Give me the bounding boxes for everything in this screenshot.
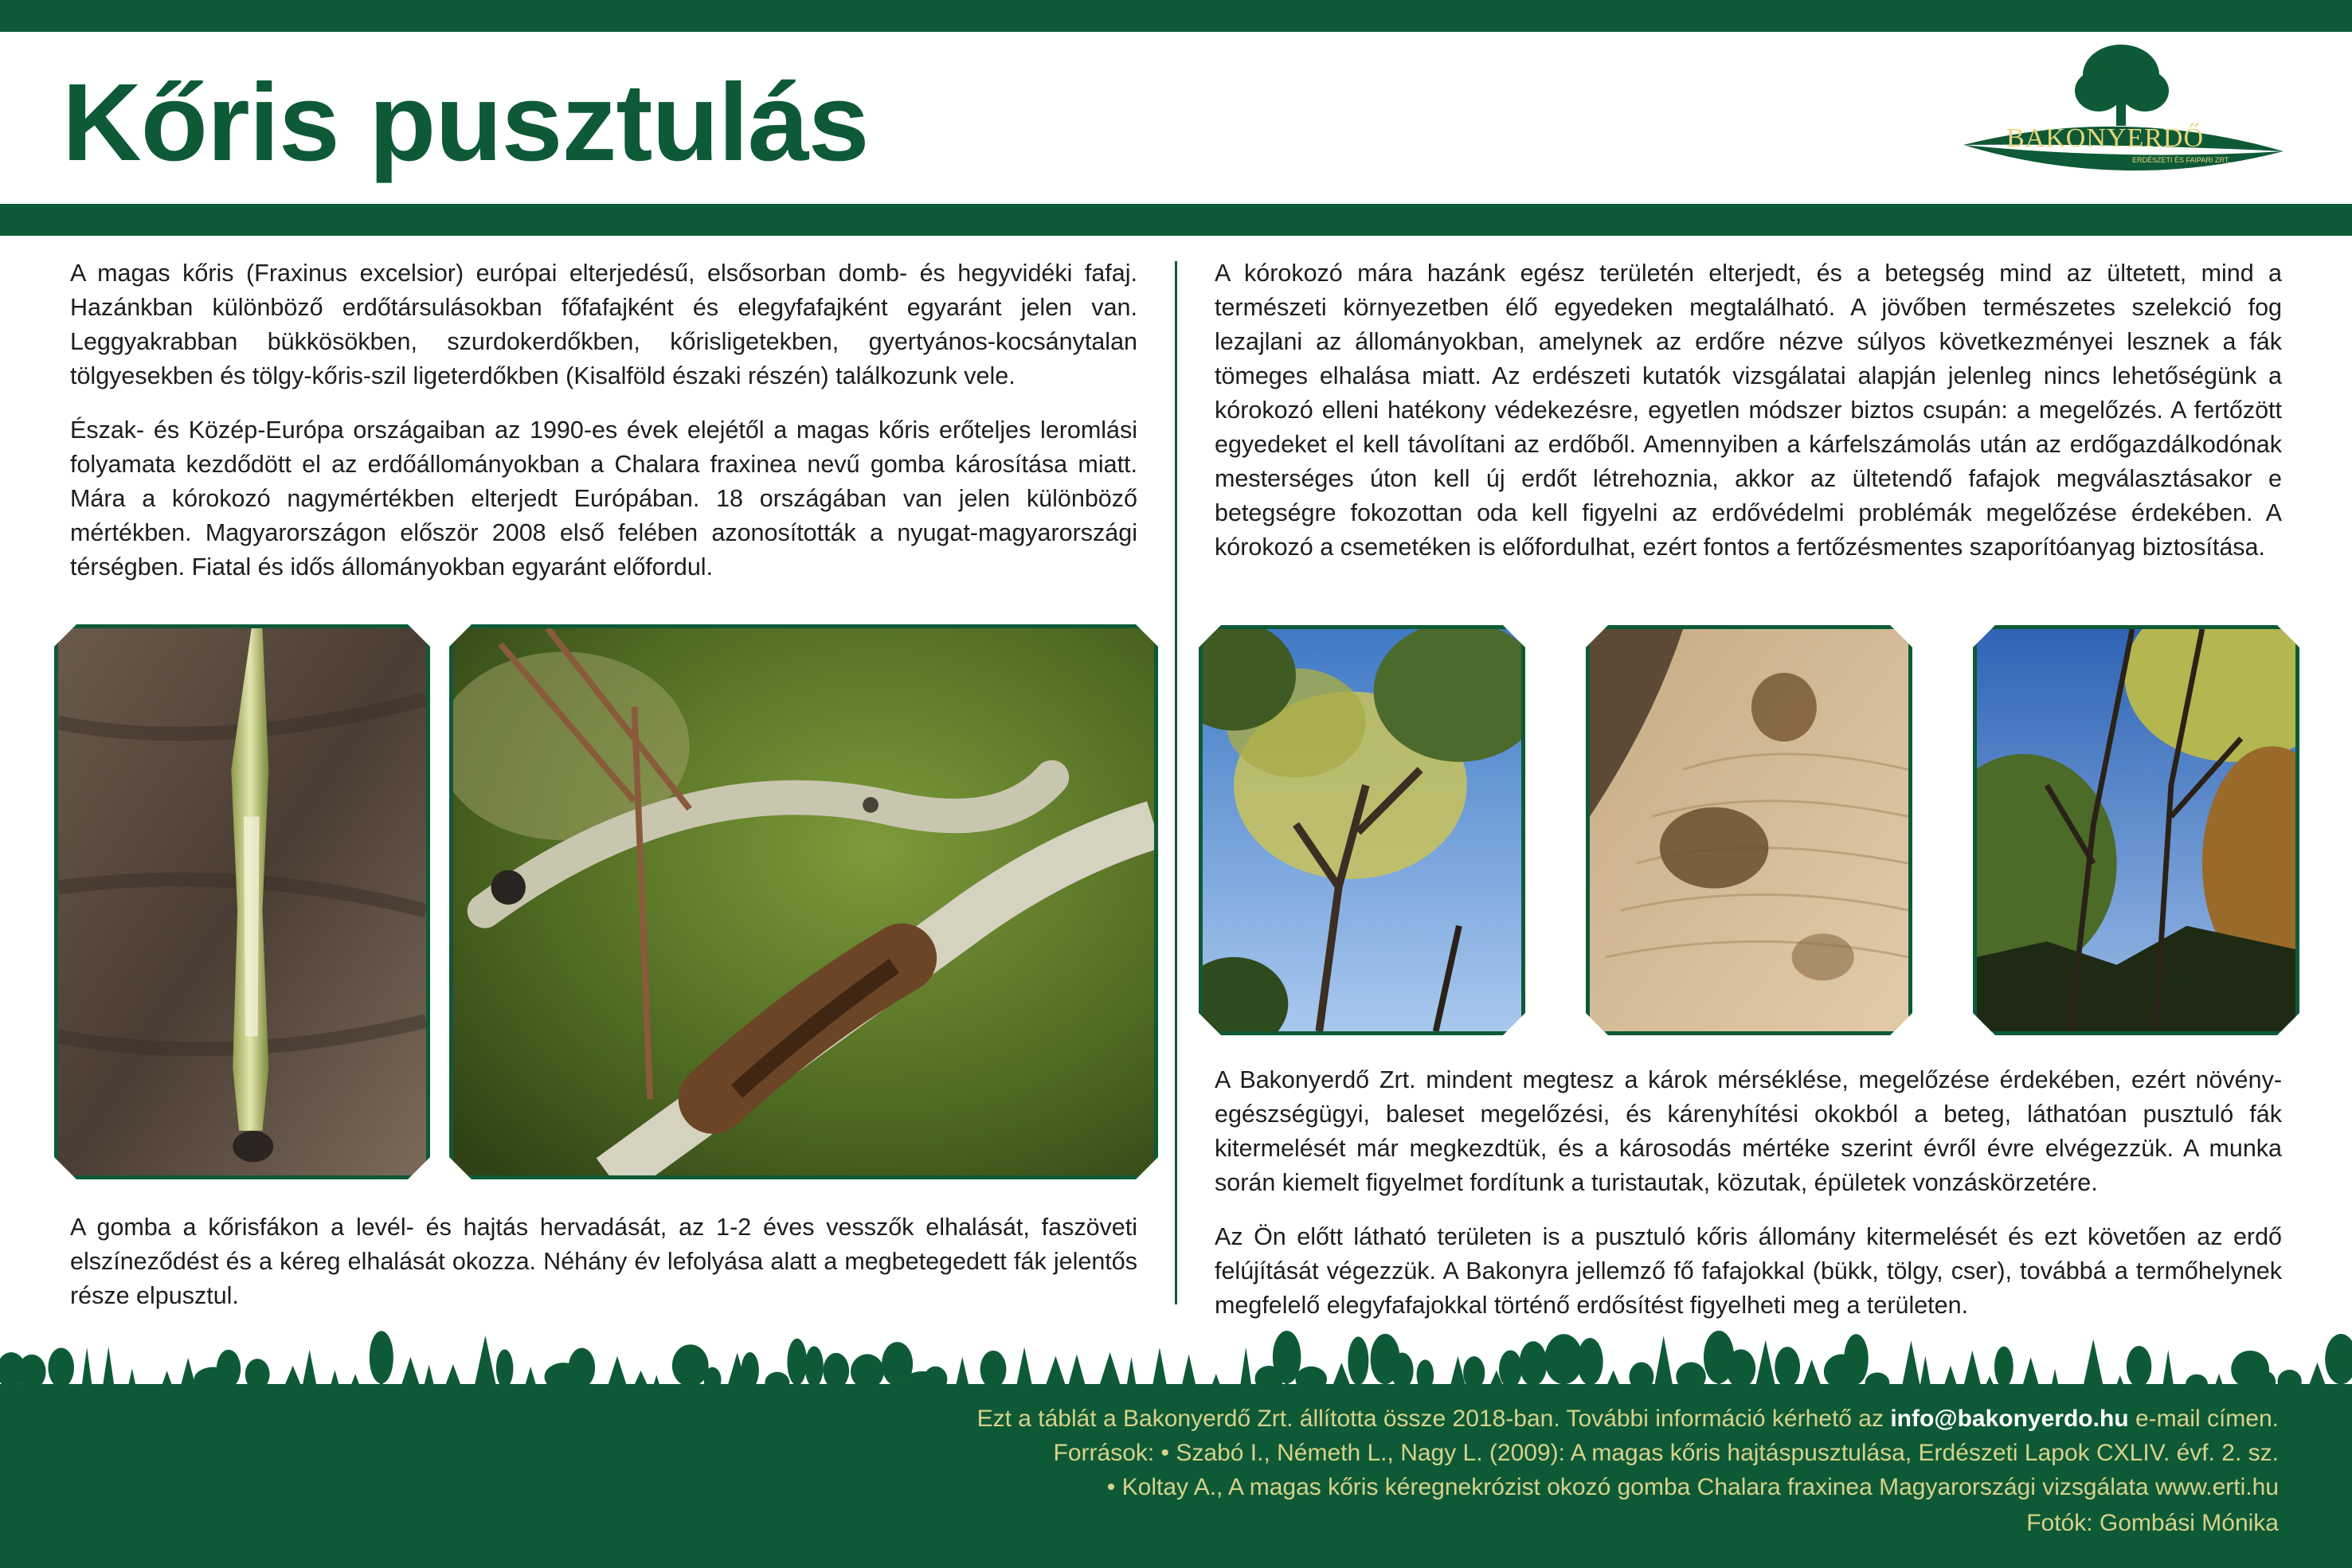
paragraph-distribution: A magas kőris (Fraxinus excelsior) európai elterjedésű, elsősorban domb- és hegyvidéki fafaj. Hazánkban különböző erdőtársulásokban főfafajként és elegyfafajként egyaránt jelen van. Leggyakrabban bükkösökben, szurdokerdőkben, kőrisligetekben, gyertyános-kocsánytalan tölgyesekben és tölgy-kőris-szil ligeterdőkben (Kisalföld északi részén) találkozunk vele. <box>70 260 1137 389</box>
footer-photo-credit: Fotók: Gombási Mónika <box>2026 1510 2279 1536</box>
symptoms-text <box>70 1210 1137 1333</box>
paragraph-spread: A kórokozó mára hazánk egész területén elterjedt, és a betegség mind az ültetett, mind a természeti környezetben élő egyedeken megtalálható. A jövőben természetes szelekció fog lezajlani az állományokban, amelynek az erdőre nézve súlyos következményei lesznek a fák tömeges elhalása miatt. Az erdészeti kutatók vizsgálatai alapján jelenleg nincs lehetőségünk a kórokozó elleni hatékony védekezésre, egyetlen módszer biztos csupán: a megelőzés. A fertőzött egyedeket el kell távolítani az erdőből. Amennyiben a kárfelszámolás után az erdőgazdálkodónak mesterséges úton kell új erdőt létrehoznia, akkor az ültetendő fafajok megválasztásakor e betegségre fokozottan oda kell figyelni az erdővédelmi problémák megelőzése érdekében. A kórokozó a csemetéken is előfordulhat, ezért fontos a fertőzésmentes szaporítóanyag biztosítása. <box>1215 260 2282 561</box>
footer-source-1: Források: • Szabó I., Németh L., Nagy L. (2009): A magas kőris hajtáspusztulása, Erdészeti Lapok CXLIV. évf. 2. sz. <box>1053 1440 2279 1466</box>
column-divider <box>1175 261 1177 1304</box>
page-title: Kőris pusztulás <box>62 61 869 184</box>
footer-info-line: Ezt a táblát a Bakonyerdő Zrt. állította össze 2018-ban. További információ kérhető az info@bakonyerdo.hu e-mail címen. <box>976 1406 2279 1432</box>
svg-text:ERDÉSZETI ÉS FAIPARI ZRT.: ERDÉSZETI ÉS FAIPARI ZRT. <box>2132 156 2230 164</box>
paragraph-bakonyerdo-action: A Bakonyerdő Zrt. mindent megtesz a károk mérséklése, megelőzése érdekében, ezért növény-egészségügyi, baleset megelőzési, és kárenyhítési okokból a beteg, láthatóan pusztuló fák kitermelését már megkezdtük, és a károsodás mértéke szerint évről évre elvégezzük. A munka során kiemelt figyelmet fordítunk a turistautak, közutak, épületek vonzáskörzetére. <box>1215 1066 2282 1196</box>
photo-infected-shoot <box>54 624 430 1179</box>
top-green-band <box>0 0 2352 32</box>
footer <box>0 1398 2352 1568</box>
paragraph-decline: Észak- és Közép-Európa országaiban az 1990-es évek elejétől a magas kőris erőteljes leromlási folyamata kezdődött el az erdőállományokban a Chalara fraxinea nevű gomba károsítása miatt. Mára a kórokozó nagymértékben elterjedt Európában. 18 országában van jelen különböző mértékben. Magyarországon először 2008 első felében azonosították a nyugat-magyarországi térségben. Fiatal és idős állományokban egyaránt előfordul. <box>70 416 1137 581</box>
forest-silhouette <box>0 1320 2352 1400</box>
header-divider-band <box>0 204 2352 236</box>
footer-source-2: • Koltay A., A magas kőris kéregnekrózist okozó gomba Chalara fraxinea Magyarországi vizsgálata www.erti.hu <box>1106 1474 2279 1500</box>
photo-bark-necrosis-branch <box>449 624 1158 1179</box>
contact-email: info@bakonyerdo.hu <box>1890 1406 2129 1432</box>
spread-text <box>1215 256 2282 585</box>
photo-yellowing-ash-crown <box>1199 625 1525 1035</box>
svg-text:BAKONYERDŐ: BAKONYERDŐ <box>2006 123 2204 153</box>
paragraph-reforestation: Az Ön előtt látható területen is a pusztuló kőris állomány kitermelését és ezt követően az erdő felújítását végezzük. A Bakonyra jellemző fő fafajokkal (bükk, tölgy, cser), továbbá a termőhelynek megfelelő elegyfafajokkal történő erdősítést figyelheti meg a területen. <box>1215 1223 2282 1319</box>
management-text <box>1215 1063 2282 1343</box>
photo-wood-discoloration <box>1586 625 1912 1035</box>
bakonyerdo-logo <box>1955 41 2290 185</box>
intro-text <box>70 256 1137 604</box>
paragraph-symptoms: A gomba a kőrisfákon a levél- és hajtás hervadását, az 1-2 éves vesszők elhalását, faszöveti elszíneződést és a kéreg elhalását okozza. Néhány év lefolyása alatt a megbetegedett fák jelentős része elpusztul. <box>70 1214 1137 1309</box>
photo-thinned-canopy <box>1973 625 2299 1035</box>
